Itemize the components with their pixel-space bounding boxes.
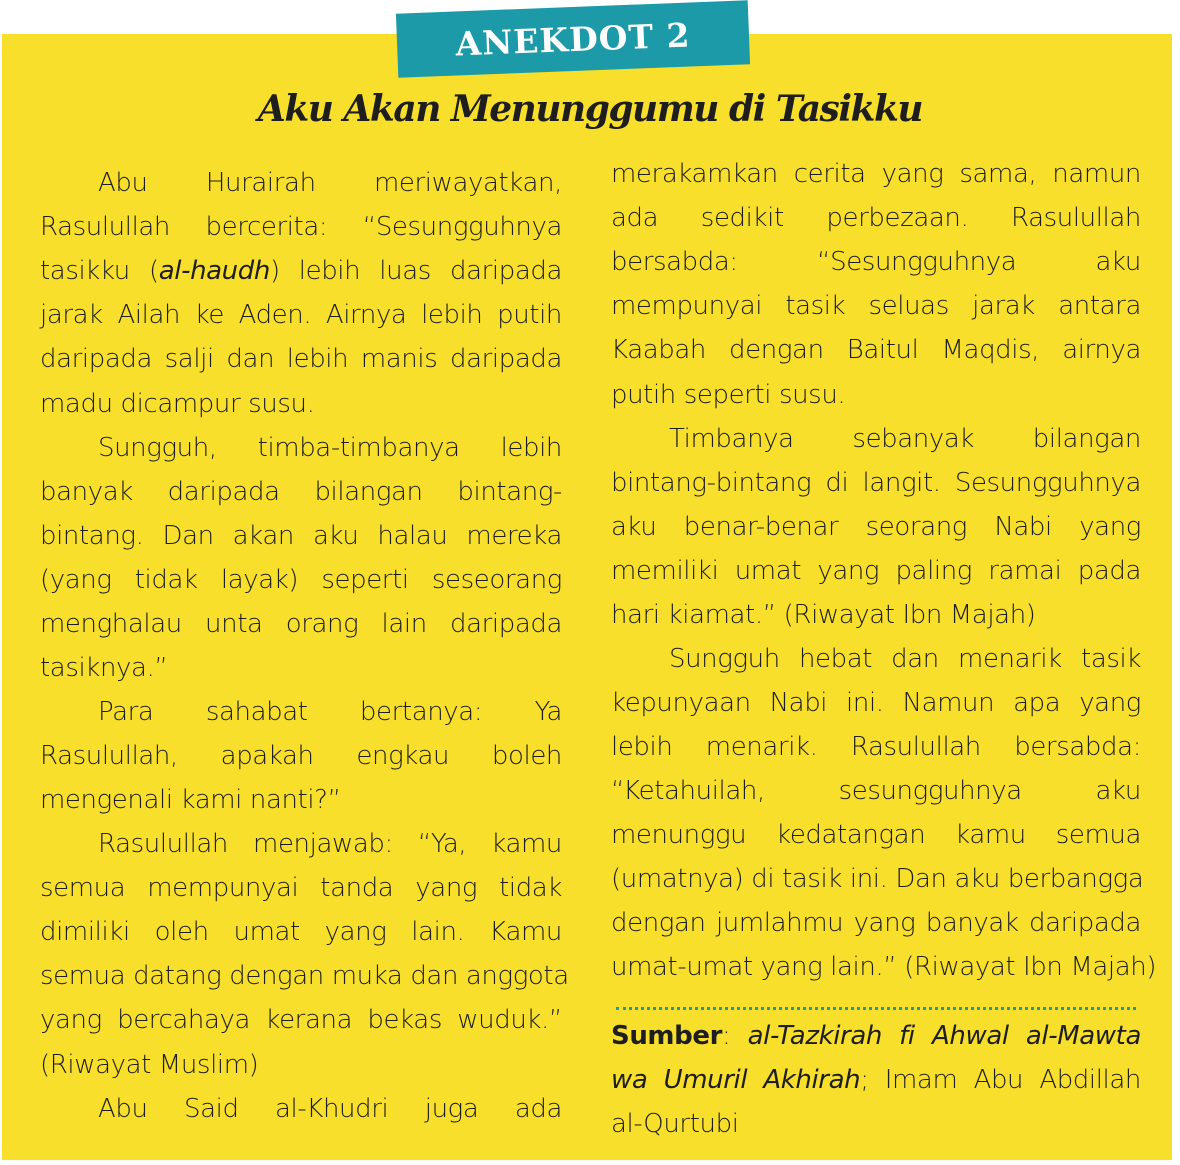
text-line: banyak daripada bilangan bintang- [40,477,562,507]
text-line: Rasulullah, apakah engkau boleh [40,741,562,771]
text-line: bintang. Dan akan aku halau mereka [40,521,562,551]
text-line: umat-umat yang lain.” (Riwayat Ibn Majah) [611,952,1157,982]
text-line: jarak Ailah ke Aden. Airnya lebih putih [40,300,562,330]
text-line: (Riwayat Muslim) [40,1050,259,1080]
text-line: Rasulullah bercerita: “Sesungguhnya [40,212,562,242]
text-line: menunggu kedatangan kamu semua [611,820,1141,850]
text-line: putih seperti susu. [611,380,846,410]
text-line: Sungguh hebat dan menarik tasik [669,644,1141,674]
text-line: Para sahabat bertanya: Ya [98,697,562,727]
article-title: Aku Akan Menunggumu di Tasikku [257,88,923,130]
text-line: semua mempunyai tanda yang tidak [40,873,562,903]
text-line: mengenali kami nanti?” [40,785,341,815]
text-line: daripada salji dan lebih manis daripada [40,344,562,374]
text-line: dengan jumlahmu yang banyak daripada [611,908,1141,938]
text-line: bintang-bintang di langit. Sesungguhnya [611,468,1141,498]
section-tag: ANEKDOT 2 [396,0,750,77]
text-line: bersabda: “Sesungguhnya aku [611,247,1141,277]
text-line: (yang tidak layak) seperti seseorang [40,565,562,595]
source-line: al-Qurtubi [611,1109,739,1139]
text-line: Timbanya sebanyak bilangan [669,424,1141,454]
text-line: tasikku (al-haudh) lebih luas daripada [40,256,562,286]
source-line: wa Umuril Akhirah; Imam Abu Abdillah [611,1065,1141,1095]
text-line: “Ketahuilah, sesungguhnya aku [611,776,1141,806]
text-line: mempunyai tasik seluas jarak antara [611,291,1141,321]
text-line: Abu Hurairah meriwayatkan, [98,168,562,198]
text-line: ada sedikit perbezaan. Rasulullah [611,203,1141,233]
text-line: tasiknya.” [40,653,168,683]
text-line: Kaabah dengan Baitul Maqdis, airnya [611,335,1141,365]
text-line: hari kiamat.” (Riwayat Ibn Majah) [611,600,1036,630]
text-line: semua datang dengan muka dan anggota [40,961,569,991]
source-line: Sumber: al-Tazkirah fi Ahwal al-Mawta [611,1021,1141,1051]
text-line: madu dicampur susu. [40,389,315,419]
text-line: memiliki umat yang paling ramai pada [611,556,1141,586]
text-line: aku benar-benar seorang Nabi yang [611,512,1141,542]
text-line: merakamkan cerita yang sama, namun [611,159,1141,189]
text-line: Abu Said al-Khudri juga ada [98,1094,562,1124]
text-line: menghalau unta orang lain daripada [40,609,562,639]
text-line: yang bercahaya kerana bekas wuduk.” [40,1005,562,1035]
text-line: dimiliki oleh umat yang lain. Kamu [40,917,562,947]
source-divider [616,1007,1136,1010]
text-line: kepunyaan Nabi ini. Namun apa yang [611,688,1141,718]
text-line: Sungguh, timba-timbanya lebih [98,433,562,463]
text-line: lebih menarik. Rasulullah bersabda: [611,732,1141,762]
source-label: Sumber [611,1021,722,1051]
text-line: (umatnya) di tasik ini. Dan aku berbangga [611,864,1144,894]
text-line: Rasulullah menjawab: “Ya, kamu [98,829,562,859]
